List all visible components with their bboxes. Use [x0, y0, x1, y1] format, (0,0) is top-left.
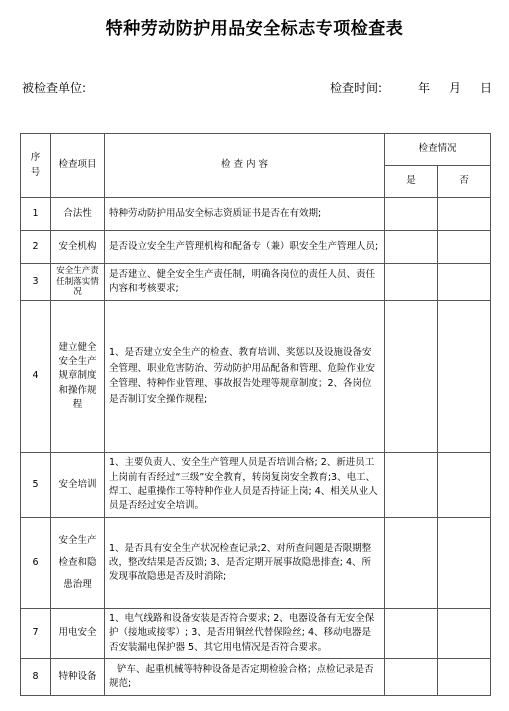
check-no-cell[interactable] — [438, 452, 491, 517]
row-content: 铲车、起重机械等特种设备是否定期检验合格；点检记录是否规范; — [105, 658, 385, 695]
page-title: 特种劳动防护用品安全标志专项检查表 — [105, 19, 404, 39]
year-label: 年 — [418, 81, 431, 95]
table-row — [21, 264, 491, 301]
check-no-cell[interactable] — [438, 231, 491, 264]
table-row — [21, 658, 491, 695]
table-row — [21, 198, 491, 231]
header-yes: 是 — [385, 166, 438, 198]
header-no-col: 否 — [438, 166, 491, 198]
check-yes-cell[interactable] — [385, 658, 438, 695]
row-item: 安全生产检查和隐患治理 — [51, 517, 105, 608]
row-number: 2 — [21, 231, 51, 264]
row-number: 7 — [21, 608, 51, 658]
row-item: 特种设备 — [51, 658, 105, 695]
check-no-cell[interactable] — [438, 300, 491, 452]
check-yes-cell[interactable] — [385, 198, 438, 231]
check-yes-cell[interactable] — [385, 300, 438, 452]
row-content: 1、是否具有安全生产状况检查记录;2、对所查问题是否限期整改，整改结果是否反馈; 3、是否定期开展事故隐患排查; 4、所发现事故隐患是否及时消除; — [105, 517, 385, 608]
table-row — [21, 231, 491, 264]
inspection-time-label: 检查时间: — [330, 81, 383, 95]
inspected-unit-label: 被检查单位: — [22, 81, 87, 95]
day-label: 日 — [480, 81, 493, 95]
header-item: 检查项目 — [51, 134, 105, 198]
table-row — [21, 452, 491, 517]
check-no-cell[interactable] — [438, 608, 491, 658]
table-row — [21, 517, 491, 608]
row-content: 1、电气线路和设备安装是否符合要求; 2、电器设备有无安全保护（接地或接零）; 3、是否用铜丝代替保险丝; 4、移动电器是否安装漏电保护器 5、其它用电情况是否符合要求。 — [105, 608, 385, 658]
row-item: 安全培训 — [51, 452, 105, 517]
row-item: 建立健全安全生产规章制度和操作规程 — [51, 300, 105, 452]
row-number: 1 — [21, 198, 51, 231]
table-row — [21, 608, 491, 658]
header-status: 检查情况 — [385, 134, 491, 166]
inspection-table — [20, 133, 491, 696]
row-content: 特种劳动防护用品安全标志资质证书是否在有效期; — [105, 198, 385, 231]
header-row-top — [21, 134, 491, 166]
check-yes-cell[interactable] — [385, 452, 438, 517]
row-item: 用电安全 — [51, 608, 105, 658]
check-no-cell[interactable] — [438, 517, 491, 608]
row-item: 合法性 — [51, 198, 105, 231]
row-content: 1、主要负责人、安全生产管理人员是否培训合格; 2、新进员工上岗前有否经过“三级”安全教育，转岗复岗安全教育;3、电工、焊工、起重操作工等特种作业人员是否持证上岗; 4、相关从业人员是否经过安全培训。 — [105, 452, 385, 517]
row-content: 是否设立安全生产管理机构和配备专（兼）职安全生产管理人员; — [105, 231, 385, 264]
row-item: 安全机构 — [51, 231, 105, 264]
check-yes-cell[interactable] — [385, 231, 438, 264]
header-content: 检 查 内 容 — [105, 134, 385, 198]
row-number: 5 — [21, 452, 51, 517]
row-number: 3 — [21, 264, 51, 301]
row-number: 6 — [21, 517, 51, 608]
check-yes-cell[interactable] — [385, 517, 438, 608]
table-row — [21, 300, 491, 452]
inspection-time — [330, 79, 492, 96]
row-number: 8 — [21, 658, 51, 695]
check-yes-cell[interactable] — [385, 608, 438, 658]
check-no-cell[interactable] — [438, 658, 491, 695]
check-no-cell[interactable] — [438, 264, 491, 301]
row-content: 1、是否建立安全生产的检查、教育培训、奖惩以及设施设备安全管理、职业危害防治、劳动防护用品配备和管理、危险作业安全管理、特种作业管理、事故报告处理等规章制度；2、各岗位是否制订安全操作规程; — [105, 300, 385, 452]
row-content: 是否建立、健全安全生产责任制，明确各岗位的责任人员、责任内容和考核要求; — [105, 264, 385, 301]
month-label: 月 — [449, 81, 462, 95]
check-yes-cell[interactable] — [385, 264, 438, 301]
header-no: 序号 — [21, 134, 51, 198]
row-number: 4 — [21, 300, 51, 452]
check-no-cell[interactable] — [438, 198, 491, 231]
row-item: 安全生产责任制落实情况 — [51, 264, 105, 301]
